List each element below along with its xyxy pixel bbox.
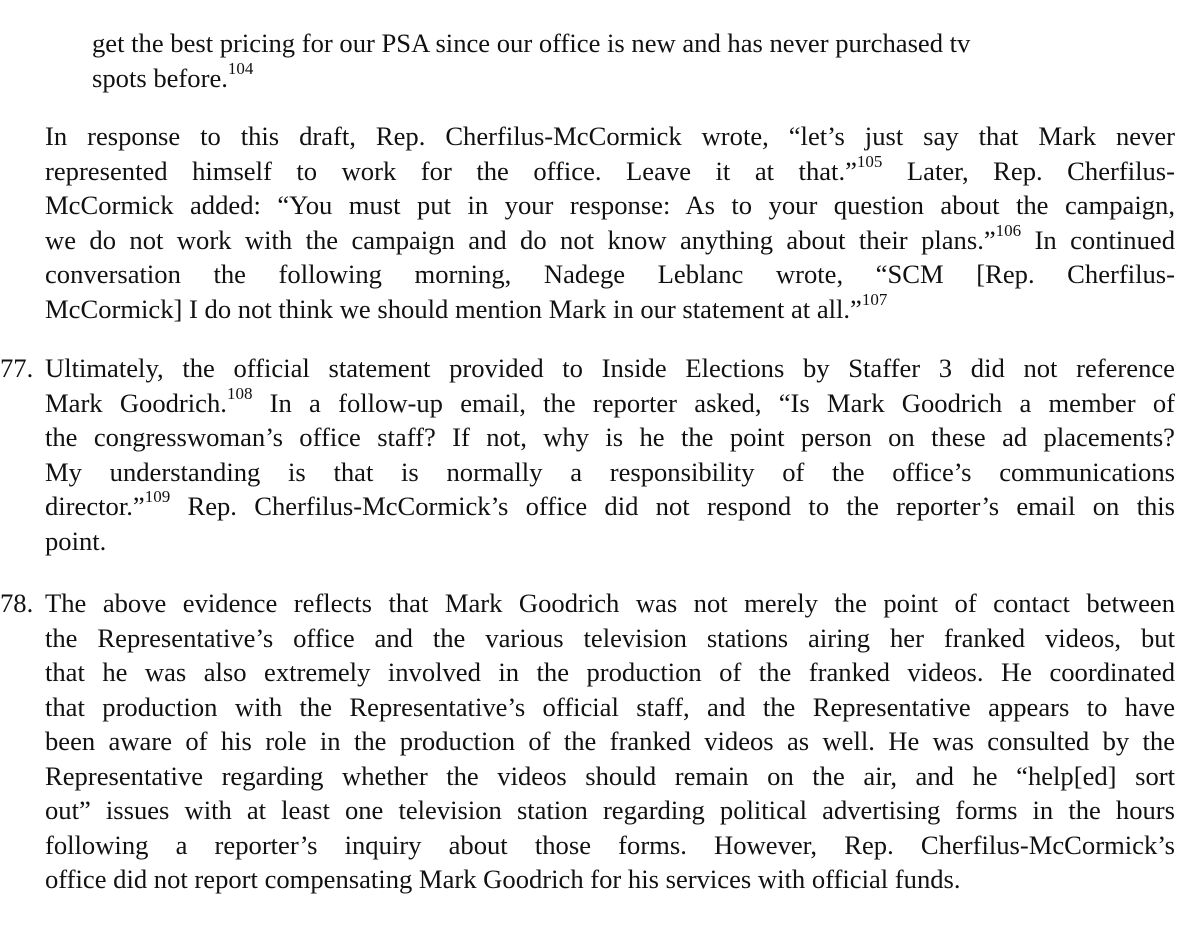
paragraph-body (45, 351, 1175, 558)
paragraph-line (45, 257, 1175, 292)
paragraph-line (45, 690, 1175, 725)
paragraph-line (45, 223, 1175, 258)
paragraph-line (45, 793, 1175, 828)
paragraph-line (45, 489, 1175, 524)
quote-line (92, 26, 1092, 61)
paragraph-line (45, 188, 1175, 223)
block-quote (92, 26, 1092, 95)
footnote-ref: 107 (861, 289, 888, 309)
paragraph-text: been aware of his role in the production of the franked videos as well. He was consulted by the (45, 726, 1175, 756)
paragraph-line (45, 386, 1175, 421)
paragraph-77 (0, 351, 1175, 558)
quote-text: spots before. (92, 62, 228, 93)
paragraph-number: 77. (0, 353, 34, 383)
footnote-ref: 108 (226, 385, 253, 403)
paragraph-text: the Representative’s office and the various television stations airing her franked videos, but (45, 622, 1175, 653)
paragraph-line (45, 119, 1175, 154)
paragraph-text: In response to this draft, Rep. Cherfilus-McCormick wrote, “let’s just say that Mark never (45, 121, 1175, 151)
paragraph-text: office did not report compensating Mark Goodrich for his services with official funds. (45, 864, 961, 894)
paragraph-line (45, 724, 1175, 759)
paragraph-text: McCormick added: “You must put in your response: As to your question about the campaign, (45, 190, 1175, 220)
paragraph-text: My understanding is that is normally a responsibility of the office’s communications (45, 456, 1175, 487)
paragraph-text: we do not work with the campaign and do not know anything about their plans.” (45, 224, 996, 255)
footnote-ref: 106 (995, 222, 1022, 240)
paragraph-line (45, 621, 1175, 656)
paragraph-number: 78. (0, 588, 34, 618)
paragraph-text: out” issues with at least one television station regarding political advertising forms in the hours (45, 795, 1175, 825)
paragraph-line (45, 759, 1175, 794)
footnote-ref: 109 (144, 489, 171, 507)
paragraph-text: Representative regarding whether the videos should remain on the air, and he “help[ed] sort (45, 760, 1175, 791)
paragraph-line (45, 420, 1175, 455)
paragraph-text: The above evidence reflects that Mark Goodrich was not merely the point of contact between (45, 588, 1175, 618)
paragraph-line (45, 828, 1175, 863)
paragraph-line (45, 351, 1175, 386)
paragraph-line (45, 586, 1175, 621)
paragraph-78 (0, 586, 1175, 897)
paragraph-text: conversation the following morning, Nadege Leblanc wrote, “SCM [Rep. Cherfilus- (45, 259, 1175, 289)
paragraph-text: the congresswoman’s office staff? If not, why is he the point person on these ad placements? (45, 422, 1175, 452)
paragraph-text: Ultimately, the official statement provided to Inside Elections by Staffer 3 did not reference (45, 353, 1175, 383)
paragraph-response (45, 119, 1175, 326)
footnote-ref: 104 (227, 58, 254, 78)
paragraph-line (45, 455, 1175, 490)
paragraph-text: that production with the Representative’s official staff, and the Representative appears to have (45, 691, 1175, 722)
paragraph-text: In a follow-up email, the reporter asked, “Is Mark Goodrich a member of (252, 387, 1175, 418)
paragraph-line (45, 862, 1175, 897)
quote-line (92, 58, 1092, 96)
paragraph-text: represented himself to work for the office. Leave it at that.” (45, 155, 857, 186)
paragraph-line (45, 524, 1175, 559)
paragraph-text: following a reporter’s inquiry about those forms. However, Rep. Cherfilus-McCormick’s (45, 829, 1175, 860)
paragraph-text: Later, Rep. Cherfilus- (882, 155, 1175, 186)
paragraph-body (45, 586, 1175, 897)
paragraph-text: that he was also extremely involved in the production of the franked videos. He coordinated (45, 657, 1175, 687)
paragraph-text: director.” (45, 491, 145, 521)
paragraph-text: In continued (1021, 224, 1175, 255)
quote-text: get the best pricing for our PSA since our office is new and has never purchased tv (92, 28, 971, 58)
paragraph-text: McCormick] I do not think we should mention Mark in our statement at all.” (45, 293, 862, 324)
paragraph-text: Rep. Cherfilus-McCormick’s office did not respond to the reporter’s email on this (170, 491, 1175, 521)
paragraph-line (45, 655, 1175, 690)
paragraph-line (45, 154, 1175, 189)
paragraph-text: Mark Goodrich. (45, 387, 227, 418)
footnote-ref: 105 (856, 153, 883, 171)
paragraph-text: point. (45, 525, 107, 556)
paragraph-line (45, 289, 1175, 327)
